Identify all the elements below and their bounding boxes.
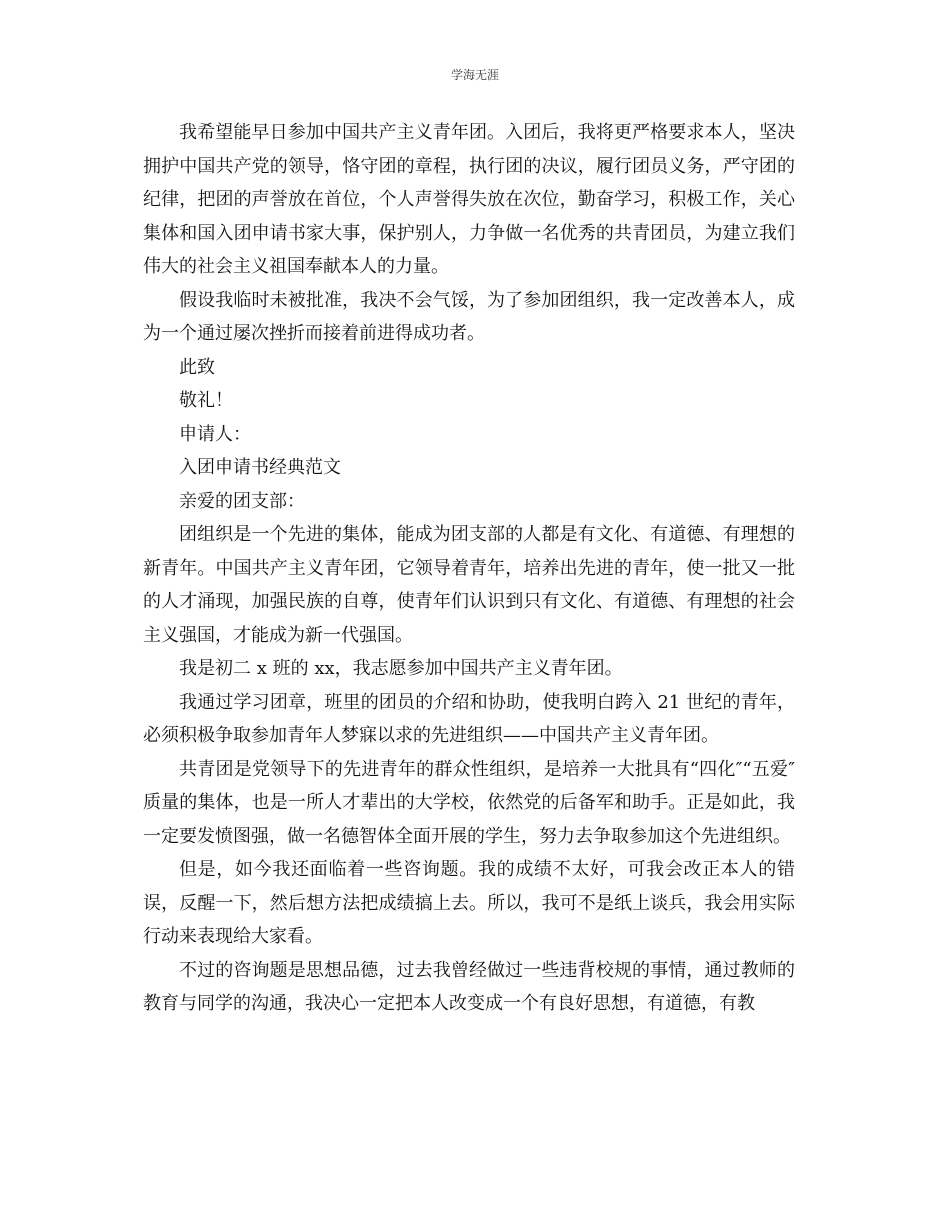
paragraph: 但是，如今我还面临着一些咨询题。我的成绩不太好，可我会改正本人的错误，反醒一下，然后想方法把成绩搞上去。所以，我可不是纸上谈兵，我会用实际行动来表现给大家看。 [143,859,795,947]
page-header: 学海无涯 [450,68,499,82]
paragraph: 我通过学习团章，班里的团员的介绍和协助，使我明白跨入 21 世纪的青年，必须积极争取参加青年人梦寐以求的先进组织——中国共产主义青年团。 [143,691,795,746]
paragraph: 不过的咨询题是思想品德，过去我曾经做过一些违背校规的事情，通过教师的教育与同学的沟通，我决心一定把本人改变成一个有良好思想，有道德，有教 [143,959,795,1014]
closing-regards: 敬礼！ [179,390,233,411]
greeting: 亲爱的团支部： [179,490,305,512]
section-title: 入团申请书经典范文 [179,457,341,478]
paragraph: 团组织是一个先进的集体，能成为团支部的人都是有文化、有道德、有理想的新青年。中国共产主义青年团，它领导着青年，培养出先进的青年，使一批又一批的人才涌现，加强民族的自尊，使青年们认识到只有文化、有道德、有理想的社会主义强国，才能成为新一代强国。 [143,524,795,646]
document-body [143,116,795,1021]
applicant-label: 申请人： [179,423,251,445]
paragraph: 我希望能早日参加中国共产主义青年团。入团后，我将更严格要求本人，坚决拥护中国共产党的领导，恪守团的章程，执行团的决议，履行团员义务，严守团的纪律，把团的声誉放在首位，个人声誉得失放在次位，勤奋学习，积极工作，关心集体和国入团申请书家大事，保护别人，力争做一名优秀的共青团员，为建立我们伟大的社会主义祖国奉献本人的力量。 [143,122,795,277]
paragraph: 我是初二 x 班的 xx，我志愿参加中国共产主义青年团。 [179,658,623,679]
paragraph: 共青团是党领导下的先进青年的群众性组织，是培养一大批具有“四化″“五爱″质量的集体，也是一所人才辈出的大学校，依然党的后备军和助手。正是如此，我一定要发愤图强，做一名德智体全面开展的学生，努力去争取参加这个先进组织。 [143,758,795,847]
paragraph: 假设我临时未被批准，我决不会气馁，为了参加团组织，我一定改善本人，成为一个通过屡次挫折而接着前进得成功者。 [143,289,795,344]
closing-salutation: 此致 [179,356,215,378]
